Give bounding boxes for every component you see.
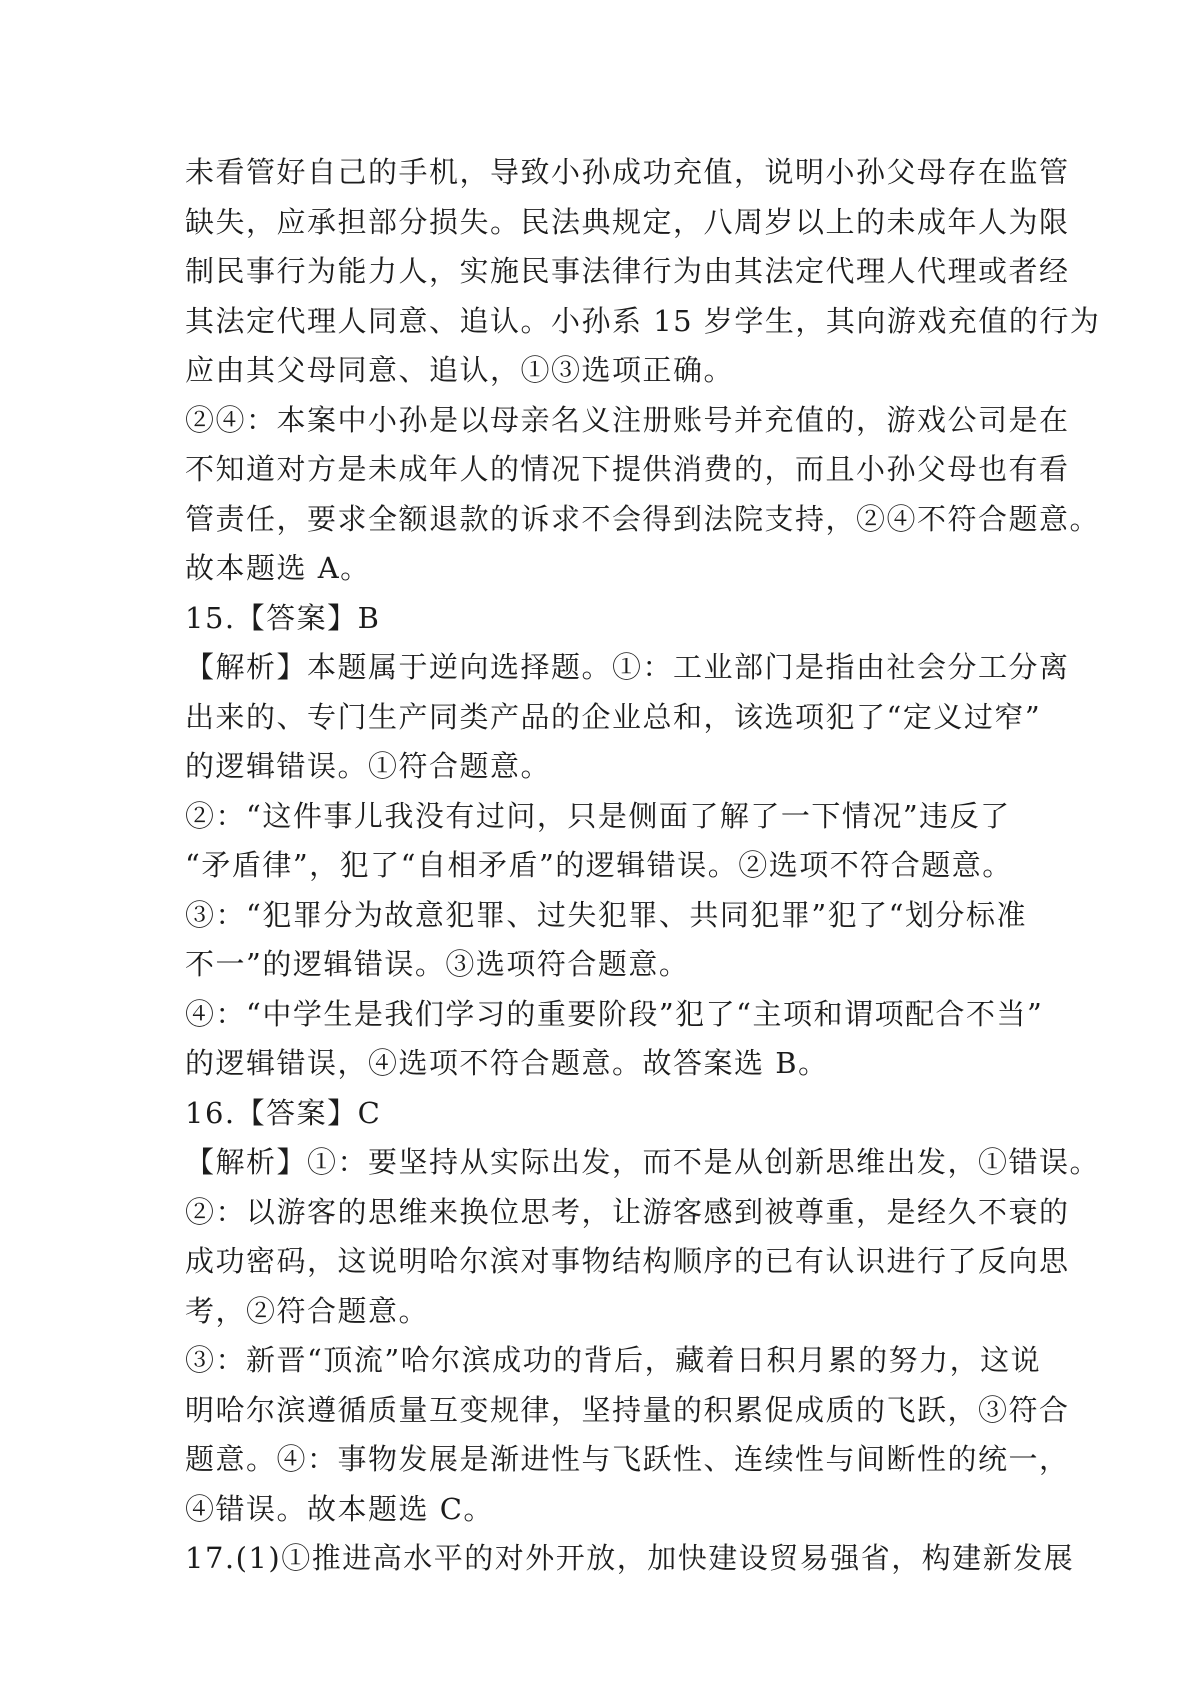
text-line: 制民事行为能力人，实施民事法律行为由其法定代理人代理或者经 bbox=[185, 254, 1070, 288]
text-line: ④错误。故本题选 C。 bbox=[185, 1491, 494, 1526]
text-line: 故本题选 A。 bbox=[185, 551, 371, 585]
text-line: 未看管好自己的手机，导致小孙成功充值，说明小孙父母存在监管 bbox=[185, 155, 1070, 189]
document-body bbox=[185, 148, 1101, 1584]
text-line: 的逻辑错误，④选项不符合题意。故答案选 B。 bbox=[185, 1046, 829, 1080]
text-line: ②：以游客的思维来换位思考，让游客感到被尊重，是经久不衰的 bbox=[185, 1194, 1070, 1229]
text-line: ③：新晋“顶流”哈尔滨成功的背后，藏着日积月累的努力，这说 bbox=[185, 1343, 1042, 1377]
text-line: 【解析】本题属于逆向选择题。①：工业部门是指由社会分工分离 bbox=[185, 650, 1070, 684]
text-line: 考，②符合题意。 bbox=[185, 1293, 430, 1328]
text-line: ③：“犯罪分为故意犯罪、过失犯罪、共同犯罪”犯了“划分标准 bbox=[185, 897, 1027, 932]
text-line: ④：“中学生是我们学习的重要阶段”犯了“主项和谓项配合不当” bbox=[185, 996, 1044, 1031]
text-line: 【解析】①：要坚持从实际出发，而不是从创新思维出发，①错误。 bbox=[185, 1145, 1101, 1179]
text-line: 不知道对方是未成年人的情况下提供消费的，而且小孙父母也有看 bbox=[185, 452, 1070, 486]
question-heading-17: 17.(1)①推进高水平的对外开放，加快建设贸易强省，构建新发展 bbox=[185, 1541, 1075, 1575]
question-heading-15: 15.【答案】B bbox=[185, 600, 381, 635]
text-line: 题意。④：事物发展是渐进性与飞跃性、连续性与间断性的统一， bbox=[185, 1442, 1070, 1476]
text-line: 出来的、专门生产同类产品的企业总和，该选项犯了“定义过窄” bbox=[185, 699, 1042, 734]
text-line: 管责任，要求全额退款的诉求不会得到法院支持，②④不符合题意。 bbox=[185, 501, 1101, 536]
text-line: 的逻辑错误。①符合题意。 bbox=[185, 749, 552, 783]
text-line: 缺失，应承担部分损失。民法典规定，八周岁以上的未成年人为限 bbox=[185, 204, 1070, 239]
text-line: 其法定代理人同意、追认。小孙系 15 岁学生，其向游戏充值的行为 bbox=[185, 303, 1101, 338]
text-line: “矛盾律”，犯了“自相矛盾”的逻辑错误。②选项不符合题意。 bbox=[185, 848, 1013, 882]
text-line: 成功密码，这说明哈尔滨对事物结构顺序的已有认识进行了反向思 bbox=[185, 1244, 1070, 1278]
text-line: ②：“这件事儿我没有过问，只是侧面了解了一下情况”违反了 bbox=[185, 798, 1011, 833]
text-line: 应由其父母同意、追认，①③选项正确。 bbox=[185, 353, 735, 387]
text-line: 不一”的逻辑错误。③选项符合题意。 bbox=[185, 947, 690, 981]
text-line: 明哈尔滨遵循质量互变规律，坚持量的积累促成质的飞跃，③符合 bbox=[185, 1392, 1070, 1427]
question-heading-16: 16.【答案】C bbox=[185, 1095, 382, 1130]
text-line: ②④：本案中小孙是以母亲名义注册账号并充值的，游戏公司是在 bbox=[185, 402, 1070, 437]
